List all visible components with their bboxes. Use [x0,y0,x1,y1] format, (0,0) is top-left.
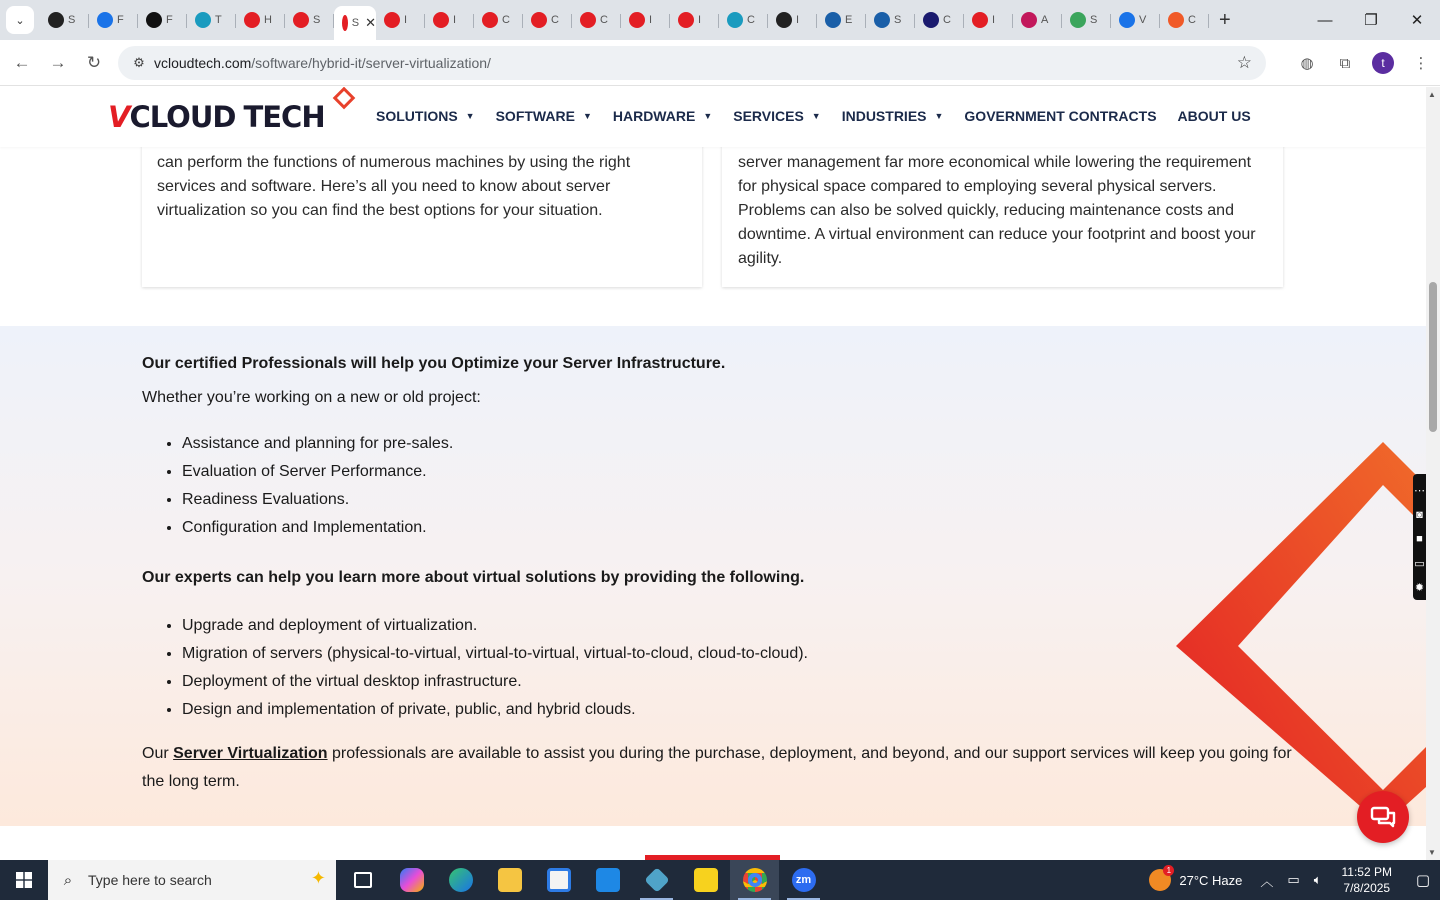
browser-tab[interactable] [1111,4,1160,36]
closing-prefix: Our [142,745,174,762]
tab-title: C [1188,14,1196,26]
tab-favicon-icon [293,12,309,28]
tab-title: H [264,14,272,26]
tab-favicon-icon [678,12,694,28]
copilot-icon [400,868,424,892]
tab-title: F [117,14,124,26]
notifications-icon[interactable]: ▢ [1415,872,1431,889]
window-controls [1302,0,1440,40]
taskbar-apps [338,860,828,900]
pinned-app-diamond[interactable] [632,860,681,900]
browser-tab[interactable] [334,6,376,40]
list-item: • Deployment of the virtual desktop infrastructure. [182,668,1292,696]
browser-toolbar [0,40,1440,86]
windows-taskbar [0,860,1440,900]
clock-date: 7/8/2025 [1343,881,1391,895]
browser-tab[interactable] [915,4,964,36]
tab-favicon-icon [146,12,162,28]
tab-title: F [166,14,173,26]
caret-down-icon: ▼ [811,111,821,121]
camera-icon[interactable]: ◙ [1416,508,1423,521]
tab-favicon-icon [1119,12,1135,28]
new-tab-button[interactable]: + [1219,8,1231,31]
tab-favicon-icon [433,12,449,28]
nav-item-industries[interactable] [842,108,944,124]
store-icon [547,868,571,892]
reload-icon[interactable]: ↻ [86,52,102,72]
browser-tab[interactable] [187,4,236,36]
browser-tab[interactable] [285,4,334,36]
tab-title: C [600,14,608,26]
tab-favicon-icon [531,12,547,28]
tab-title: I [649,14,653,26]
tab-title: I [796,14,800,26]
list-item: • Configuration and Implementation. [182,514,1292,542]
tab-title: S [351,17,360,29]
video-icon[interactable]: ■ [1416,533,1423,546]
url-path: /software/hybrid-it/server-virtualization/ [251,55,491,71]
nav-item-solutions[interactable] [376,108,475,124]
weather-icon [1149,866,1172,891]
tab-favicon-icon [195,12,211,28]
tab-title: S [894,14,902,26]
tab-favicon-icon [874,12,890,28]
tab-title: C [551,14,559,26]
file-explorer-app[interactable] [485,860,534,900]
task-view-button[interactable] [338,860,387,900]
tab-favicon-icon [776,12,792,28]
close-tab-icon[interactable]: ✕ [365,15,376,30]
tab-title: I [453,14,457,26]
browser-tab[interactable] [425,4,474,36]
weather-widget[interactable] [1149,866,1243,891]
tab-title: S [313,14,321,26]
nav-item-services[interactable] [733,108,820,124]
chat-button[interactable] [1357,791,1409,843]
network-icon[interactable]: ▭ [1287,872,1300,887]
forward-icon[interactable]: → [49,52,67,72]
tab-favicon-icon [342,15,348,31]
browser-tab[interactable] [572,4,621,36]
nav-item-hardware[interactable] [613,108,712,124]
caret-down-icon: ▼ [582,111,592,121]
caret-down-icon: ▼ [465,111,475,121]
url-host: vcloudtech.com [154,55,252,71]
browser-tab[interactable] [768,4,817,36]
browser-tab[interactable] [817,4,866,36]
tab-search-button[interactable] [6,6,34,34]
scrollbar-thumb[interactable] [1429,282,1437,432]
server-virtualization-link[interactable]: Server Virtualization [173,745,328,762]
chat-bubbles-icon [1370,805,1396,829]
tab-title: I [698,14,702,26]
back-icon[interactable]: ← [13,52,31,72]
sticky-notes-app[interactable] [681,860,730,900]
tab-favicon-icon [825,12,841,28]
tab-favicon-icon [482,12,498,28]
page-scrollbar[interactable] [1426,87,1440,860]
browser-tab[interactable] [1062,4,1111,36]
link-icon[interactable]: ⋯ [1414,484,1425,497]
tab-favicon-icon [1168,12,1184,28]
nav-item-software[interactable] [496,108,592,124]
decorative-chevron-graphic [1176,442,1426,826]
chrome-app[interactable] [730,860,779,900]
volume-icon[interactable]: 🔈︎ [1313,872,1322,887]
closing-paragraph [142,740,1292,796]
tab-title: S [68,14,76,26]
weather-text: 27°C Haze [1179,872,1243,888]
site-info-icon[interactable]: ⚙ [133,55,145,70]
list-item: • Assistance and planning for pre-sales. [182,430,1292,458]
site-logo[interactable] [108,97,325,137]
list-item: • Migration of servers (physical-to-virtual, virtual-to-virtual, virtual-to-cloud, cloud-to-cloud). [182,640,1292,668]
tab-favicon-icon [244,12,260,28]
diamond-app-icon [644,867,669,892]
zoom-app[interactable] [779,860,828,900]
zoom-icon: zm [792,868,816,892]
scroll-up-arrow-icon[interactable]: ▲ [1428,90,1436,99]
extensions-icon[interactable]: ⧉ [1339,54,1351,72]
tab-title: C [502,14,510,26]
site-header [0,87,1426,147]
tab-list [40,0,1209,40]
scroll-down-arrow-icon[interactable]: ▼ [1428,848,1436,857]
edge-icon [449,868,473,892]
store-app[interactable] [534,860,583,900]
sticky-notes-icon [694,868,718,892]
clock[interactable] [1342,864,1392,896]
tab-favicon-icon [1070,12,1086,28]
list-item: • Upgrade and deployment of virtualization. [182,612,1292,640]
list-item: • Evaluation of Server Performance. [182,458,1292,486]
chevron-down-icon: ⌄ [15,14,25,27]
menu-kebab-icon[interactable]: ⋮ [1413,55,1429,72]
chevron-up-icon[interactable]: ︿ [1260,873,1274,889]
main-navigation [376,108,1272,124]
nav-label: HARDWARE [612,108,696,124]
mail-icon [596,868,620,892]
folder-icon [498,868,522,892]
maximize-icon[interactable]: ❐ [1364,12,1378,29]
nav-label: SOFTWARE [495,108,575,124]
window-icon[interactable]: ▭ [1414,557,1425,570]
tab-title: A [1041,14,1049,26]
copilot-app[interactable] [387,860,436,900]
logo-v: V [108,100,130,134]
section-heading-2: Our experts can help you learn more about virtual solutions by providing the following. [142,569,805,586]
browser-tab[interactable] [621,4,670,36]
logo-gem-icon [333,87,356,109]
tab-title: T [215,14,222,26]
browser-tab[interactable] [1160,4,1209,36]
browser-tab[interactable] [40,4,89,36]
settings-gear-icon[interactable]: ✹ [1414,582,1425,595]
nav-label: ABOUT US [1177,108,1251,124]
browser-tab[interactable] [236,4,285,36]
closing-suffix: professionals are available to assist you during the purchase, deployment, and beyond, and our support services will keep you going for the long term. [142,745,1292,790]
section-intro: Whether you’re working on a new or old project: [142,389,481,406]
bookmark-star-icon[interactable]: ☆ [1236,53,1252,72]
address-bar[interactable] [118,46,1266,80]
close-window-icon[interactable]: ✕ [1410,12,1424,29]
nav-item-about-us[interactable] [1178,108,1251,124]
caret-down-icon: ▼ [703,111,713,121]
tab-title: E [845,14,853,26]
browser-tab[interactable] [89,4,138,36]
tab-title: V [1139,14,1147,26]
sparkle-icon: ✦ [310,868,326,888]
tab-favicon-icon [629,12,645,28]
caret-down-icon: ▼ [934,111,944,121]
card-left-text: can perform the functions of numerous machines by using the right services and software. Here’s all you need to know about server virtualization so you can find the best options for your situation. [157,154,631,219]
clock-time: 11:52 PM [1341,865,1392,879]
screen-capture-widget [1413,474,1426,600]
nav-label: GOVERNMENT CONTRACTS [964,108,1157,124]
browser-tab[interactable] [474,4,523,36]
section-heading-1: Our certified Professionals will help you Optimize your Server Infrastructure. [142,355,726,372]
taskbar-search[interactable] [48,860,336,900]
tab-favicon-icon [48,12,64,28]
start-button[interactable] [0,860,48,900]
toolbar-actions [1288,40,1440,86]
nav-label: INDUSTRIES [841,108,927,124]
logo-cloud: CLOUD [129,100,236,134]
tab-favicon-icon [923,12,939,28]
mail-app[interactable] [583,860,632,900]
tab-favicon-icon [97,12,113,28]
browser-tab[interactable] [866,4,915,36]
info-card-right [722,137,1283,287]
nav-label: SERVICES [733,108,804,124]
page-viewport [0,87,1426,860]
tab-title: S [1090,14,1098,26]
pre-sales-list [182,430,1292,542]
logo-tech: TECH [243,100,325,134]
profile-avatar[interactable]: t [1372,52,1394,74]
list-item: • Readiness Evaluations. [182,486,1292,514]
tab-title: C [943,14,951,26]
tab-favicon-icon [972,12,988,28]
browser-tab[interactable] [138,4,187,36]
browser-tab[interactable] [1013,4,1062,36]
browser-tab[interactable] [964,4,1013,36]
virtual-solutions-list [182,612,1292,724]
services-content [142,352,1292,796]
tab-favicon-icon [580,12,596,28]
browser-tab[interactable] [719,4,768,36]
windows-logo-icon [16,872,32,888]
system-tray [1149,860,1440,900]
nav-label: SOLUTIONS [376,108,458,124]
tab-title: C [747,14,755,26]
tab-favicon-icon [727,12,743,28]
tab-title: I [992,14,996,26]
tab-favicon-icon [384,12,400,28]
tab-title: I [404,14,408,26]
tab-favicon-icon [1021,12,1037,28]
url-text[interactable] [154,55,491,71]
chrome-icon [743,868,767,892]
nav-item-government-contracts[interactable] [964,108,1156,124]
browser-tab-strip [0,0,1440,40]
list-item: • Design and implementation of private, public, and hybrid clouds. [182,696,1292,724]
translate-icon[interactable]: ◍ [1300,55,1314,72]
edge-app[interactable] [436,860,485,900]
browser-tab[interactable] [376,4,425,36]
info-card-left [142,137,702,287]
browser-tab[interactable] [523,4,572,36]
search-placeholder: Type here to search [88,872,212,888]
browser-tab[interactable] [670,4,719,36]
services-section [0,326,1426,826]
task-view-icon [354,872,372,888]
search-icon: ⌕ [63,871,73,889]
minimize-icon[interactable]: — [1317,11,1333,29]
weather-badge: 1 [1163,865,1174,876]
card-right-text: server management far more economical while lowering the requirement for physical space compared to employing several physical servers. Problems can also be solved quickly, reducing maintenance costs and downtime. A virtual environment can reduce your footprint and boost your agility. [738,154,1256,267]
